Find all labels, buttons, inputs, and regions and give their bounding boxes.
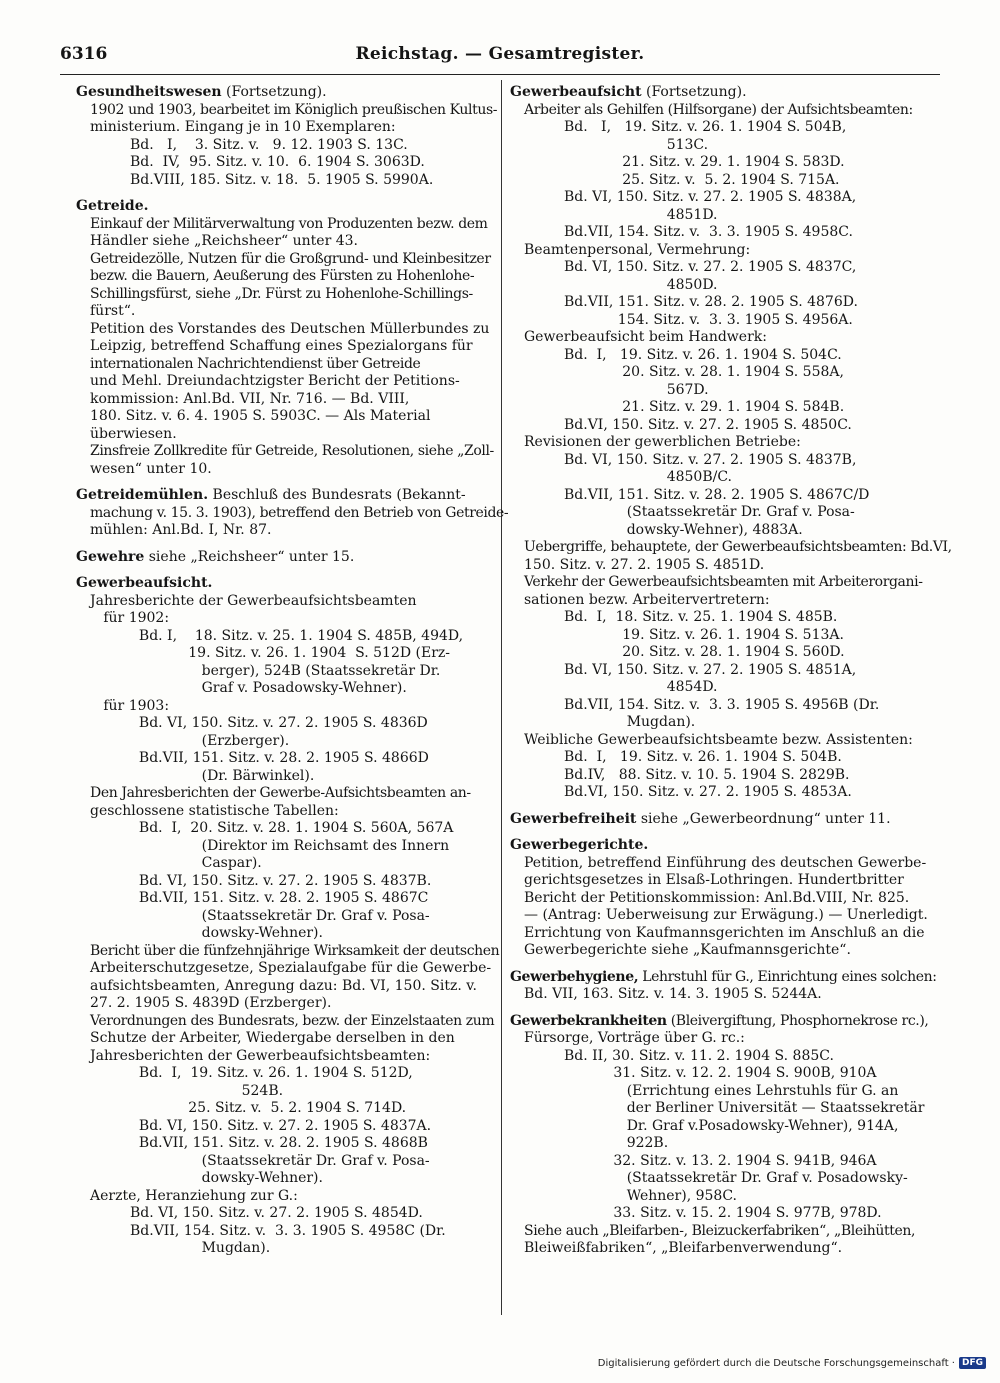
index-entry	[510, 837, 935, 960]
entry-line: Leipzig, betreffend Schaffung eines Spezialorgans für	[90, 338, 473, 354]
entry-heading-rest: siehe „Reichsheer“ unter 15.	[144, 548, 355, 565]
entry-line: Gewerbeaufsicht beim Handwerk:	[524, 329, 767, 345]
entry-line: — (Antrag: Ueberweisung zur Erwägung.) — Unerledigt.	[524, 907, 928, 923]
entry-line: Dr. Graf v.Posadowsky-Wehner), 914A,	[600, 1117, 899, 1134]
entry-heading: Gewerbehygiene,	[510, 968, 639, 985]
entry-line: Einkauf der Militärverwaltung von Produzenten bezw. dem	[90, 215, 488, 232]
entry-line: dowsky-Wehner).	[166, 925, 323, 941]
entry-line: 19. Sitz. v. 26. 1. 1904 S. 512D (Erz-	[166, 645, 451, 661]
entry-line: 524B.	[206, 1082, 284, 1099]
index-entry	[76, 549, 491, 567]
entry-line: überwiesen.	[90, 425, 177, 442]
entry-heading: Gewehre	[76, 548, 145, 565]
entry-line: Schillingsfürst, siehe „Dr. Fürst zu Hohenlohe-Schillings-	[90, 285, 473, 302]
entry-line: Schutze der Arbeiter, Wiedergabe derselben in den	[90, 1030, 455, 1046]
entry-line: internationalen Nachrichtendienst über Getreide	[90, 355, 421, 372]
entry-line: 150. Sitz. v. 27. 2. 1905 S. 4851D.	[524, 556, 765, 573]
entry-line: Bd. I, 3. Sitz. v. 9. 12. 1903 S. 13C.	[130, 136, 408, 153]
entry-line: (Staatssekretär Dr. Graf v. Posa-	[166, 907, 430, 924]
entry-line: geschlossene statistische Tabellen:	[90, 802, 339, 819]
entry-line: Bd. I, 20. Sitz. v. 28. 1. 1904 S. 560A, 567A	[130, 820, 454, 836]
entry-line: 19. Sitz. v. 26. 1. 1904 S. 513A.	[600, 626, 844, 643]
entry-line: Aerzte, Heranziehung zur G.:	[90, 1187, 298, 1204]
entry-line: Fürsorge, Vorträge über G. rc.:	[524, 1030, 745, 1046]
entry-line: Beamtenpersonal, Vermehrung:	[524, 241, 751, 258]
entry-line: berger), 524B (Staatssekretär Dr.	[166, 662, 441, 679]
index-entry	[76, 198, 494, 478]
entry-heading-line	[510, 969, 935, 987]
entry-line: Bd. IV, 95. Sitz. v. 10. 6. 1904 S. 3063D.	[130, 154, 425, 170]
entry-heading-rest: (Fortsetzung).	[221, 84, 327, 100]
entry-line: Bd. VII, 163. Sitz. v. 14. 3. 1905 S. 5244A.	[524, 986, 822, 1002]
entry-line: Petition, betreffend Einführung des deutschen Gewerbe-	[524, 854, 927, 871]
entry-line: Bd.VI, 150. Sitz. v. 27. 2. 1905 S. 4850C.	[564, 416, 852, 433]
entry-line: 4854D.	[640, 679, 718, 695]
entry-heading-rest: Lehrstuhl für G., Einrichtung eines solchen:	[638, 968, 937, 985]
dfg-logo: DFG	[959, 1357, 986, 1369]
entry-heading-line	[510, 1013, 935, 1031]
entry-line: Bd.VII, 151. Sitz. v. 28. 2. 1905 S. 4866D	[130, 750, 429, 766]
entry-line: Bleiweißfabriken“, „Bleifarbenverwendung“.	[524, 1240, 843, 1256]
entry-line: Bd.VI, 150. Sitz. v. 27. 2. 1905 S. 4853A.	[564, 784, 852, 800]
entry-line: Bd.VII, 151. Sitz. v. 28. 2. 1905 S. 4876D.	[564, 294, 858, 310]
entry-line: Verordnungen des Bundesrats, bezw. der Einzelstaaten zum	[90, 1012, 495, 1029]
entry-heading-line	[510, 837, 935, 855]
entry-heading-line	[76, 575, 491, 593]
entry-line: Wehner), 958C.	[600, 1187, 737, 1204]
entry-line: Getreidezölle, Nutzen für die Großgrund- und Kleinbesitzer	[90, 250, 491, 267]
entry-line: Bd. I, 18. Sitz. v. 25. 1. 1904 S. 485B.	[564, 609, 838, 625]
footer-text: Digitalisierung gefördert durch die Deutsche Forschungsgemeinschaft ·	[597, 1357, 955, 1369]
entry-line: Bd. I, 19. Sitz. v. 26. 1. 1904 S. 512D,	[130, 1065, 413, 1081]
left-column	[76, 84, 509, 1267]
entry-heading-rest: (Bleivergiftung, Phosphornekrose rc.),	[666, 1012, 929, 1029]
page-number: 6316	[60, 44, 108, 64]
entry-line: Weibliche Gewerbeaufsichtsbeamte bezw. Assistenten:	[524, 731, 913, 748]
index-entry	[510, 811, 935, 829]
running-title: Reichstag. — Gesamtregister.	[355, 44, 645, 64]
entry-heading-line	[510, 811, 935, 829]
entry-line: Bd. VI, 150. Sitz. v. 27. 2. 1905 S. 4837B,	[564, 451, 857, 468]
entry-line: Revisionen der gewerblichen Betriebe:	[524, 434, 801, 450]
entry-heading-rest: Beschluß des Bundesrats (Bekannt-	[208, 487, 466, 503]
footer	[598, 1357, 986, 1369]
entry-line: Jahresberichten der Gewerbeaufsichtsbeamten:	[90, 1047, 431, 1064]
entry-line: (Staatssekretär Dr. Graf v. Posadowsky-	[600, 1170, 908, 1186]
entry-line: 25. Sitz. v. 5. 2. 1904 S. 715A.	[600, 171, 840, 188]
entry-line: 21. Sitz. v. 29. 1. 1904 S. 584B.	[600, 399, 845, 415]
entry-line: Bd.VII, 154. Sitz. v. 3. 3. 1905 S. 4958C (Dr.	[130, 1222, 446, 1239]
entry-line: Gewerbegerichte siehe „Kaufmannsgerichte“.	[524, 942, 851, 958]
right-column	[510, 84, 952, 1267]
entry-line: (Dr. Bärwinkel).	[166, 767, 315, 784]
entry-line: Bericht der Petitionskommission: Anl.Bd.VIII, Nr. 825.	[524, 889, 910, 906]
entry-line: Bd. VI, 150. Sitz. v. 27. 2. 1905 S. 4837C,	[564, 259, 857, 275]
entry-line: Bd.VII, 151. Sitz. v. 28. 2. 1905 S. 4867C	[130, 890, 429, 906]
entry-line: 154. Sitz. v. 3. 3. 1905 S. 4956A.	[600, 311, 853, 328]
entry-heading: Gewerbefreiheit	[510, 810, 637, 827]
entry-line: Arbeiter als Gehilfen (Hilfsorgane) der Aufsichtsbeamten:	[524, 101, 913, 118]
entry-line: Bd. VI, 150. Sitz. v. 27. 2. 1905 S. 4851A,	[564, 661, 857, 678]
entry-line: der Berliner Universität — Staatssekretär	[600, 1100, 925, 1116]
entry-heading-line	[76, 198, 491, 216]
entry-line: Siehe auch „Bleifarben-, Bleizuckerfabriken“, „Bleihütten,	[524, 1222, 916, 1239]
entry-line: Uebergriffe, behauptete, der Gewerbeaufsichtsbeamten: Bd.VI,	[524, 539, 952, 555]
entry-line: Jahresberichte der Gewerbeaufsichtsbeamten	[90, 592, 417, 609]
entry-line: dowsky-Wehner), 4883A.	[600, 521, 803, 538]
entry-line: 25. Sitz. v. 5. 2. 1904 S. 714D.	[166, 1100, 407, 1116]
index-entry	[76, 487, 509, 540]
entry-heading-line	[76, 487, 491, 505]
entry-line: Bd. VI, 150. Sitz. v. 27. 2. 1905 S. 4837B.	[130, 872, 432, 889]
entry-line: Bd.VIII, 185. Sitz. v. 18. 5. 1905 S. 5990A.	[130, 171, 434, 188]
entry-heading-rest: siehe „Gewerbeordnung“ unter 11.	[636, 810, 891, 827]
entry-line: ministerium. Eingang je in 10 Exemplaren:	[90, 119, 396, 135]
entry-heading: Getreide.	[76, 198, 149, 214]
entry-line: Bd. VI, 150. Sitz. v. 27. 2. 1905 S. 4838A,	[564, 189, 857, 205]
entry-line: 27. 2. 1905 S. 4839D (Erzberger).	[90, 995, 332, 1011]
entry-heading-line	[76, 549, 491, 567]
entry-line: 567D.	[640, 381, 709, 398]
index-entry	[510, 84, 952, 802]
entry-line: 4850D.	[640, 276, 718, 293]
entry-line: gerichtsgesetzes in Elsaß-Lothringen. Hundertbritter	[524, 872, 904, 888]
entry-line: 4851D.	[640, 206, 718, 223]
entry-heading: Gewerbegerichte.	[510, 837, 649, 853]
index-entry	[510, 969, 935, 1004]
entry-line: Bd. I, 19. Sitz. v. 26. 1. 1904 S. 504B.	[564, 749, 842, 765]
entry-line: mühlen: Anl.Bd. I, Nr. 87.	[90, 522, 272, 538]
entry-line: Händler siehe „Reichsheer“ unter 43.	[90, 233, 358, 249]
entry-heading: Gesundheitswesen	[76, 84, 222, 100]
entry-line: für 1902:	[90, 610, 170, 626]
entry-line: (Staatssekretär Dr. Graf v. Posa-	[166, 1152, 430, 1169]
entry-line: Mugdan).	[166, 1240, 271, 1256]
entry-heading: Gewerbekrankheiten	[510, 1012, 667, 1029]
entry-line: Bd. II, 30. Sitz. v. 11. 2. 1904 S. 885C.	[564, 1047, 834, 1064]
entry-line: machung v. 15. 3. 1903), betreffend den Betrieb von Getreide-	[90, 504, 509, 521]
entry-line: Bd. I, 19. Sitz. v. 26. 1. 1904 S. 504C.	[564, 346, 842, 363]
entry-line: aufsichtsbeamten, Anregung dazu: Bd. VI, 150. Sitz. v.	[90, 977, 477, 994]
entry-line: 1902 und 1903, bearbeitet im Königlich preußischen Kultus-	[90, 101, 498, 118]
index-entry	[76, 84, 498, 189]
entry-line: (Erzberger).	[166, 732, 290, 749]
header-rule	[60, 74, 940, 75]
entry-line: (Staatssekretär Dr. Graf v. Posa-	[600, 504, 855, 520]
entry-line: Petition des Vorstandes des Deutschen Müllerbundes zu	[90, 320, 490, 337]
entry-heading: Gewerbeaufsicht	[510, 84, 642, 100]
entry-heading-rest: (Fortsetzung).	[641, 84, 747, 100]
entry-line: (Errichtung eines Lehrstuhls für G. an	[600, 1082, 899, 1099]
entry-line: Bd.VII, 154. Sitz. v. 3. 3. 1905 S. 4956B (Dr.	[564, 696, 880, 713]
entry-line: Bd.IV, 88. Sitz. v. 10. 5. 1904 S. 2829B.	[564, 766, 850, 783]
entry-line: 20. Sitz. v. 28. 1. 1904 S. 558A,	[600, 364, 844, 380]
page-header	[60, 44, 940, 72]
entry-line: Arbeiterschutzgesetze, Spezialaufgabe für die Gewerbe-	[90, 960, 492, 976]
entry-heading: Gewerbeaufsicht.	[76, 575, 213, 591]
entry-line: Bd.VII, 154. Sitz. v. 3. 3. 1905 S. 4958C.	[564, 224, 853, 240]
entry-line: Bd. VI, 150. Sitz. v. 27. 2. 1905 S. 4836D	[130, 715, 428, 731]
entry-line: Bd. I, 19. Sitz. v. 26. 1. 1904 S. 504B,	[564, 119, 847, 135]
entry-line: Errichtung von Kaufmannsgerichten im Anschluß an die	[524, 924, 925, 941]
entry-line: Zinsfreie Zollkredite für Getreide, Resolutionen, siehe „Zoll-	[90, 443, 494, 459]
entry-line: bezw. die Bauern, Aeußerung des Fürsten zu Hohenlohe-	[90, 268, 475, 284]
index-entry	[510, 1013, 935, 1258]
column-divider	[501, 80, 502, 1315]
entry-heading-line	[76, 84, 491, 102]
entry-line: 32. Sitz. v. 13. 2. 1904 S. 941B, 946A	[600, 1152, 877, 1169]
entry-line: Caspar).	[166, 855, 262, 871]
entry-heading: Getreidemühlen.	[76, 487, 209, 503]
entry-line: Mugdan).	[600, 714, 696, 730]
entry-line: 31. Sitz. v. 12. 2. 1904 S. 900B, 910A	[600, 1065, 877, 1081]
entry-line: Bericht über die fünfzehnjährige Wirksamkeit der deutschen	[90, 942, 500, 959]
entry-line: 20. Sitz. v. 28. 1. 1904 S. 560D.	[600, 644, 845, 660]
entry-line: fürst“.	[90, 303, 136, 319]
entry-line: Verkehr der Gewerbeaufsichtsbeamten mit Arbeiterorgani-	[524, 574, 923, 590]
entry-line: und Mehl. Dreiundachtzigster Bericht der Petitions-	[90, 373, 460, 389]
entry-line: Bd. VI, 150. Sitz. v. 27. 2. 1905 S. 4837A.	[130, 1117, 432, 1134]
entry-line: wesen“ unter 10.	[90, 460, 212, 477]
entry-line: kommission: Anl.Bd. VII, Nr. 716. — Bd. VIII,	[90, 390, 410, 407]
entry-line: Graf v. Posadowsky-Wehner).	[166, 680, 407, 696]
entry-line: Bd.VII, 151. Sitz. v. 28. 2. 1905 S. 4867C/D	[564, 486, 870, 503]
entry-line: (Direktor im Reichsamt des Innern	[166, 837, 450, 854]
entry-line: dowsky-Wehner).	[166, 1170, 323, 1186]
entry-line: Bd. I, 18. Sitz. v. 25. 1. 1904 S. 485B, 494D,	[130, 627, 464, 644]
entry-line: 513C.	[640, 136, 709, 153]
entry-line: für 1903:	[90, 697, 170, 714]
entry-line: Bd. VI, 150. Sitz. v. 27. 2. 1905 S. 4854D.	[130, 1205, 423, 1221]
entry-line: 922B.	[600, 1135, 669, 1151]
index-entry	[76, 575, 500, 1258]
entry-line: sationen bezw. Arbeitervertretern:	[524, 591, 770, 608]
entry-line: 21. Sitz. v. 29. 1. 1904 S. 583D.	[600, 154, 845, 170]
entry-heading-line	[510, 84, 935, 102]
entry-line: Bd.VII, 151. Sitz. v. 28. 2. 1905 S. 4868B	[130, 1135, 428, 1151]
entry-line: 33. Sitz. v. 15. 2. 1904 S. 977B, 978D.	[600, 1205, 882, 1221]
entry-line: Den Jahresberichten der Gewerbe-Aufsichtsbeamten an-	[90, 785, 471, 801]
entry-line: 4850B/C.	[640, 469, 732, 485]
entry-line: 180. Sitz. v. 6. 4. 1905 S. 5903C. — Als Material	[90, 408, 431, 424]
